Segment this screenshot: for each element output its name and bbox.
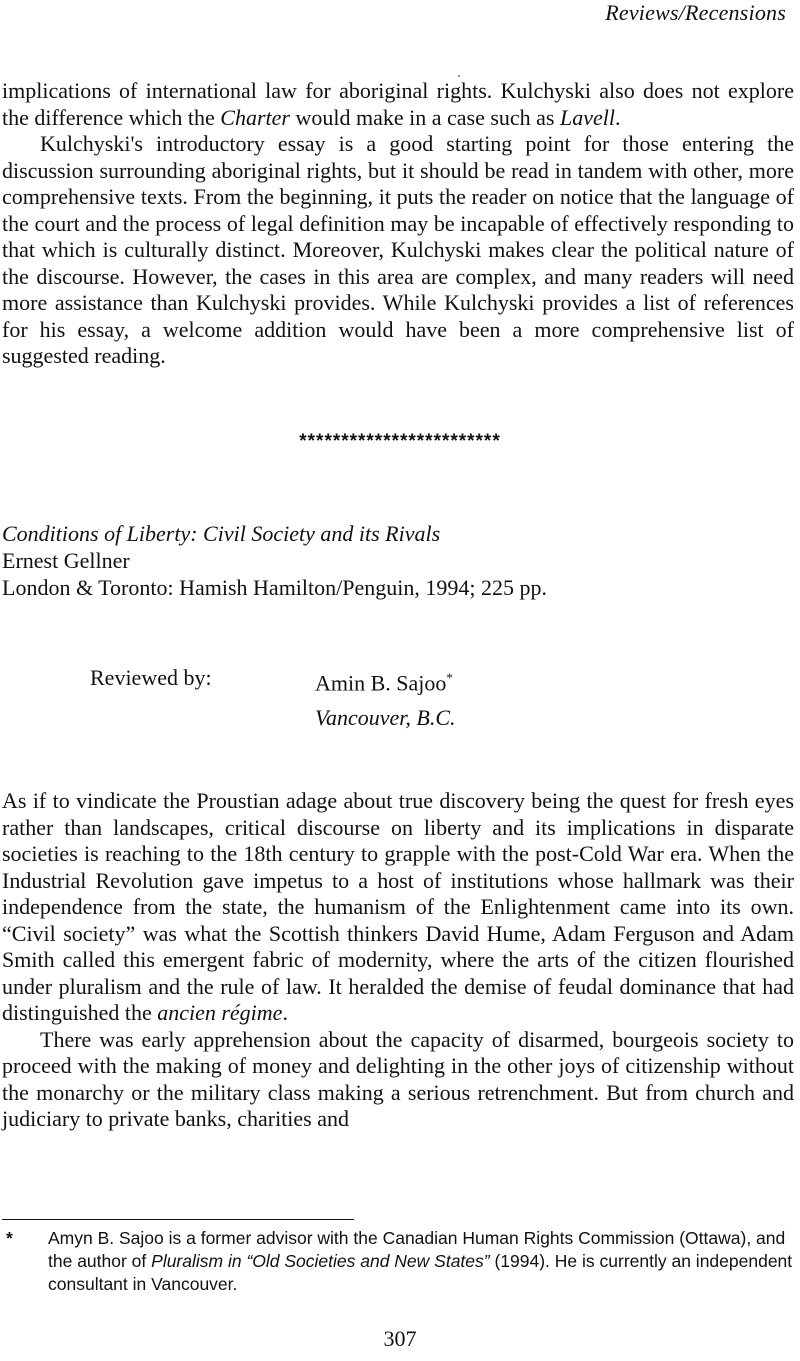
italic-title: Pluralism in “Old Societies and New States”	[151, 1251, 490, 1271]
previous-review-text	[2, 78, 794, 370]
reviewer-label: Reviewed by:	[90, 665, 212, 690]
running-head: Reviews/Recensions	[605, 0, 786, 25]
paragraph: There was early apprehension about the capacity of disarmed, bourgeois society to proceed with the making of money and delighting in the other joys of citizenship without the monarchy or the military class making a serious retrenchment. But from church and judiciary to private banks, charities and	[2, 1026, 794, 1131]
book-title: Conditions of Liberty: Civil Society and its Rivals	[2, 521, 441, 546]
book-publication: London & Toronto: Hamish Hamilton/Penguin, 1994; 225 pp.	[2, 575, 547, 600]
text-run: Amyn B. Sajoo is a former advisor with the Canadian Human Rights Commission (Ottawa), and the author of	[48, 1228, 786, 1271]
reviewer-name	[315, 662, 453, 699]
text-run: .	[615, 104, 621, 130]
paragraph	[2, 78, 794, 131]
text-run: (1994). He is currently an independent consultant in Vancouver.	[48, 1251, 793, 1294]
section-separator: ************************	[299, 431, 501, 452]
paragraph	[2, 788, 794, 1027]
italic-case-name: Charter	[220, 104, 290, 130]
paragraph: Kulchyski's introductory essay is a good starting point for those entering the discussion surrounding aboriginal rights, but it should be read in tandem with other, more comprehensive texts. From the beginning, it puts the reader on notice that the language of the court and the process of legal definition may be incapable of effectively responding to that which is culturally distinct. Moreover, Kulchyski makes clear the political nature of the discourse. However, the cases in this area are complex, and many readers will need more assistance than Kulchyski provides. While Kulchyski provides a list of references for his essay, a welcome addition would have been a more comprehensive list of suggested reading.	[2, 131, 794, 368]
footnote-rule	[2, 1219, 354, 1220]
footnote-reference: *	[446, 670, 453, 685]
text-run: .	[282, 1000, 288, 1025]
italic-phrase: ancien régime	[157, 1000, 283, 1025]
print-speck	[458, 75, 460, 77]
reviewer-location: Vancouver, B.C.	[315, 705, 456, 730]
text-run: As if to vindicate the Proustian adage about true discovery being the quest for fresh eyes rather than landscapes, critical discourse on liberty and its implications in disparate societies is reaching to the 18th century to grapple with the post-Cold War era. When the Industrial Revolution gave impetus to a host of institutions whose hallmark was their independence from the state, the humanism of the Enlightenment came into its own. “Civil society” was what the Scottish thinkers David Hume, Adam Ferguson and Adam Smith called this emergent fabric of modernity, where the arts of the citizen flourished under pluralism and the rule of law. It heralded the demise of feudal dominance that had distinguished the	[2, 788, 794, 1025]
text-run: would make in a case such as	[289, 104, 560, 130]
reviewer-name-text: Amin B. Sajoo	[315, 670, 447, 696]
footnote	[6, 1227, 796, 1296]
page-number: 307	[383, 1326, 417, 1351]
book-citation	[2, 520, 547, 601]
book-author: Ernest Gellner	[2, 548, 130, 573]
text-run: implications of international law for aboriginal rights. Kulchyski also does not explore the difference which the	[2, 78, 794, 130]
italic-case-name: Lavell	[560, 104, 615, 130]
footnote-marker: *	[6, 1228, 13, 1248]
review-text	[2, 788, 794, 1133]
footnote-text	[48, 1227, 796, 1296]
